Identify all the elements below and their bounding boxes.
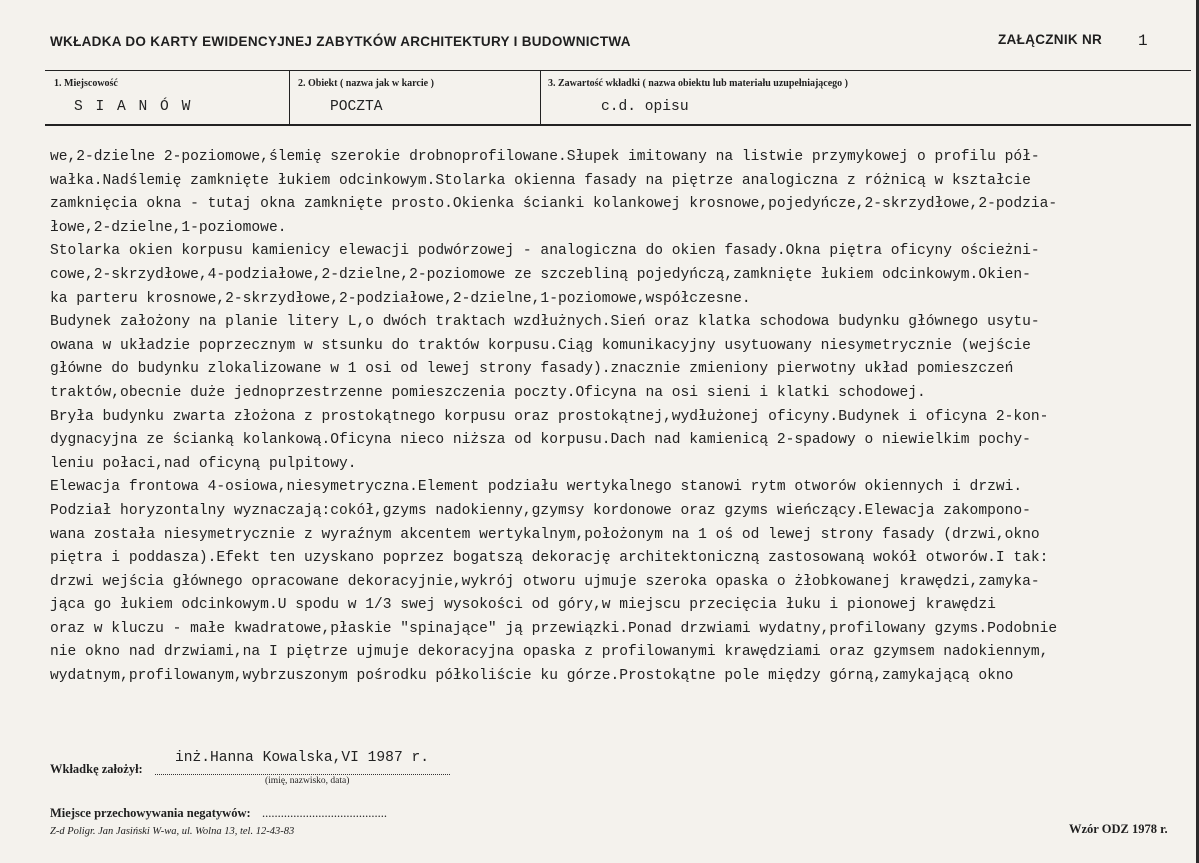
body-line: główne do budynku zlokalizowane w 1 osi od lewej strony fasady).znacznie zmieniony pierwotny układ pomieszczeń [50, 361, 1014, 378]
body-line: owana w układzie poprzecznym w stsunku do traktów korpusu.Ciąg komunikacyjny usytuowany niesymetrycznie (wejście [50, 337, 1031, 354]
body-line: łowe,2-dzielne,1-poziomowe. [50, 219, 287, 236]
field-label-locality: 1. Miejscowość [54, 78, 118, 89]
body-line: jąca go łukiem odcinkowym.U spodu w 1/3 swej wysokości od góry,w miejscu przecięcia łuku i pionowej krawędzi [50, 597, 996, 614]
body-line: Budynek założony na planie litery L,o dwóch traktach wzdłużnych.Sień oraz klatka schodowa budynku głównego usytu- [50, 314, 1040, 331]
body-line: wałka.Nadślemię zamknięte łukiem odcinkowym.Stolarka okienna fasady na piętrze analogiczna z różnicą w kształcie [50, 172, 1031, 189]
body-line: zamknięcia okna - tutaj okna zamknięte prosto.Okienka ścianki kolankowej krosnowe,pojedyńcze,2-skrzydłowe,2-podzia- [50, 196, 1058, 213]
field-value-content: c.d. opisu [601, 99, 689, 115]
field-divider-2 [540, 70, 541, 125]
body-line: Elewacja frontowa 4-osiowa,niesymetryczna.Element podziału wertykalnego stanowi rytm otworów okiennych i drzwi. [50, 479, 1023, 496]
body-line: we,2-dzielne 2-poziomowe,ślemię szerokie drobnoprofilowane.Słupek imitowany na listwie przymykowej o profilu pół- [50, 149, 1040, 165]
body-line: nie okno nad drzwiami,na I piętrze ujmuje dekoracyjna opaska z profilowanymi krawędziami oraz gzymsem nadokiennym, [50, 644, 1049, 661]
founder-dotted-line [155, 774, 450, 775]
body-line: ka parteru krosnowe,2-skrzydłowe,2-podziałowe,2-dzielne,1-poziomowe,współczesne. [50, 290, 751, 307]
body-line: Podział horyzontalny wyznaczają:cokół,gzyms nadokienny,gzymsy kordonowe oraz gzyms wieńczący.Elewacja zakompono- [50, 502, 1031, 519]
attachment-label: ZAŁĄCZNIK NR [998, 32, 1103, 47]
header-top-rule [45, 70, 1191, 71]
body-line: leniu połaci,nad oficyną pulpitowy. [50, 455, 357, 472]
body-line: wydatnym,profilowanym,wybrzuszonym pośrodku półkoliście ku górze.Prostokątne pole między górną,zamykającą okno [50, 668, 1014, 685]
field-divider-1 [289, 70, 290, 125]
negatives-dots: ........................................ [262, 806, 387, 820]
body-line: oraz w kluczu - małe kwadratowe,płaskie "spinające" ją przewiązki.Ponad drzwiami wydatny,profilowany gzyms.Podobnie [50, 620, 1058, 637]
body-line: drzwi wejścia głównego opracowane dekoracyjnie,wykrój otworu ujmuje szeroka opaska o żłobkowanej krawędzi,zamyka- [50, 573, 1040, 590]
body-line: Stolarka okien korpusu kamienicy elewacji podwórzowej - analogiczna do okien fasady.Okna piętra oficyny ościeżni- [50, 243, 1040, 260]
founder-caption: (imię, nazwisko, data) [265, 776, 350, 786]
body-line: cowe,2-skrzydłowe,4-podziałowe,2-dzielne,2-poziomowe ze szczebliną pojedyńczą,zamknięte łukiem odcinkowym.Okien- [50, 266, 1031, 283]
negatives-label: Miejsce przechowywania negatywów: [50, 806, 251, 820]
form-template-label: Wzór ODZ 1978 r. [1069, 822, 1168, 836]
description-body [50, 146, 1180, 689]
field-value-object: POCZTA [330, 99, 383, 115]
printer-info: Z-d Poligr. Jan Jasiński W-wa, ul. Wolna 13, tel. 12-43-83 [50, 826, 295, 837]
header-bottom-rule [45, 124, 1191, 126]
attachment-number: 1 [1138, 32, 1148, 50]
body-line: dygnacyjna ze ścianką kolankową.Oficyna nieco niższa od korpusu.Dach nad kamienicą 2-spadowy o niewielkim pochy- [50, 432, 1031, 449]
body-line: Bryła budynku zwarta złożona z prostokątnego korpusu oraz prostokątnej,wydłużonej oficyny.Budynek i oficyna 2-kon- [50, 408, 1049, 425]
founder-value: inż.Hanna Kowalska,VI 1987 r. [175, 750, 429, 766]
field-label-content: 3. Zawartość wkładki ( nazwa obiektu lub materiału uzupełniającego ) [548, 78, 849, 89]
founder-label: Wkładkę założył: [50, 762, 143, 776]
field-label-object: 2. Obiekt ( nazwa jak w karcie ) [298, 78, 434, 89]
body-line: piętra i poddasza).Efekt ten uzyskano poprzez bogatszą dekorację architektoniczną zastosowaną wokół otworów.I tak: [50, 550, 1049, 567]
field-value-locality: S I A N Ó W [74, 99, 193, 115]
form-title: WKŁADKA DO KARTY EWIDENCYJNEJ ZABYTKÓW ARCHITEKTURY I BUDOWNICTWA [50, 34, 631, 49]
body-line: traktów,obecnie duże jednoprzestrzenne pomieszczenia poczty.Oficyna na osi sieni i klatki schodowej. [50, 384, 926, 401]
body-line: wana została niesymetrycznie z wyraźnym akcentem wertykalnym,położonym na 1 oś od lewej strony fasady (drzwi,okno [50, 526, 1040, 543]
